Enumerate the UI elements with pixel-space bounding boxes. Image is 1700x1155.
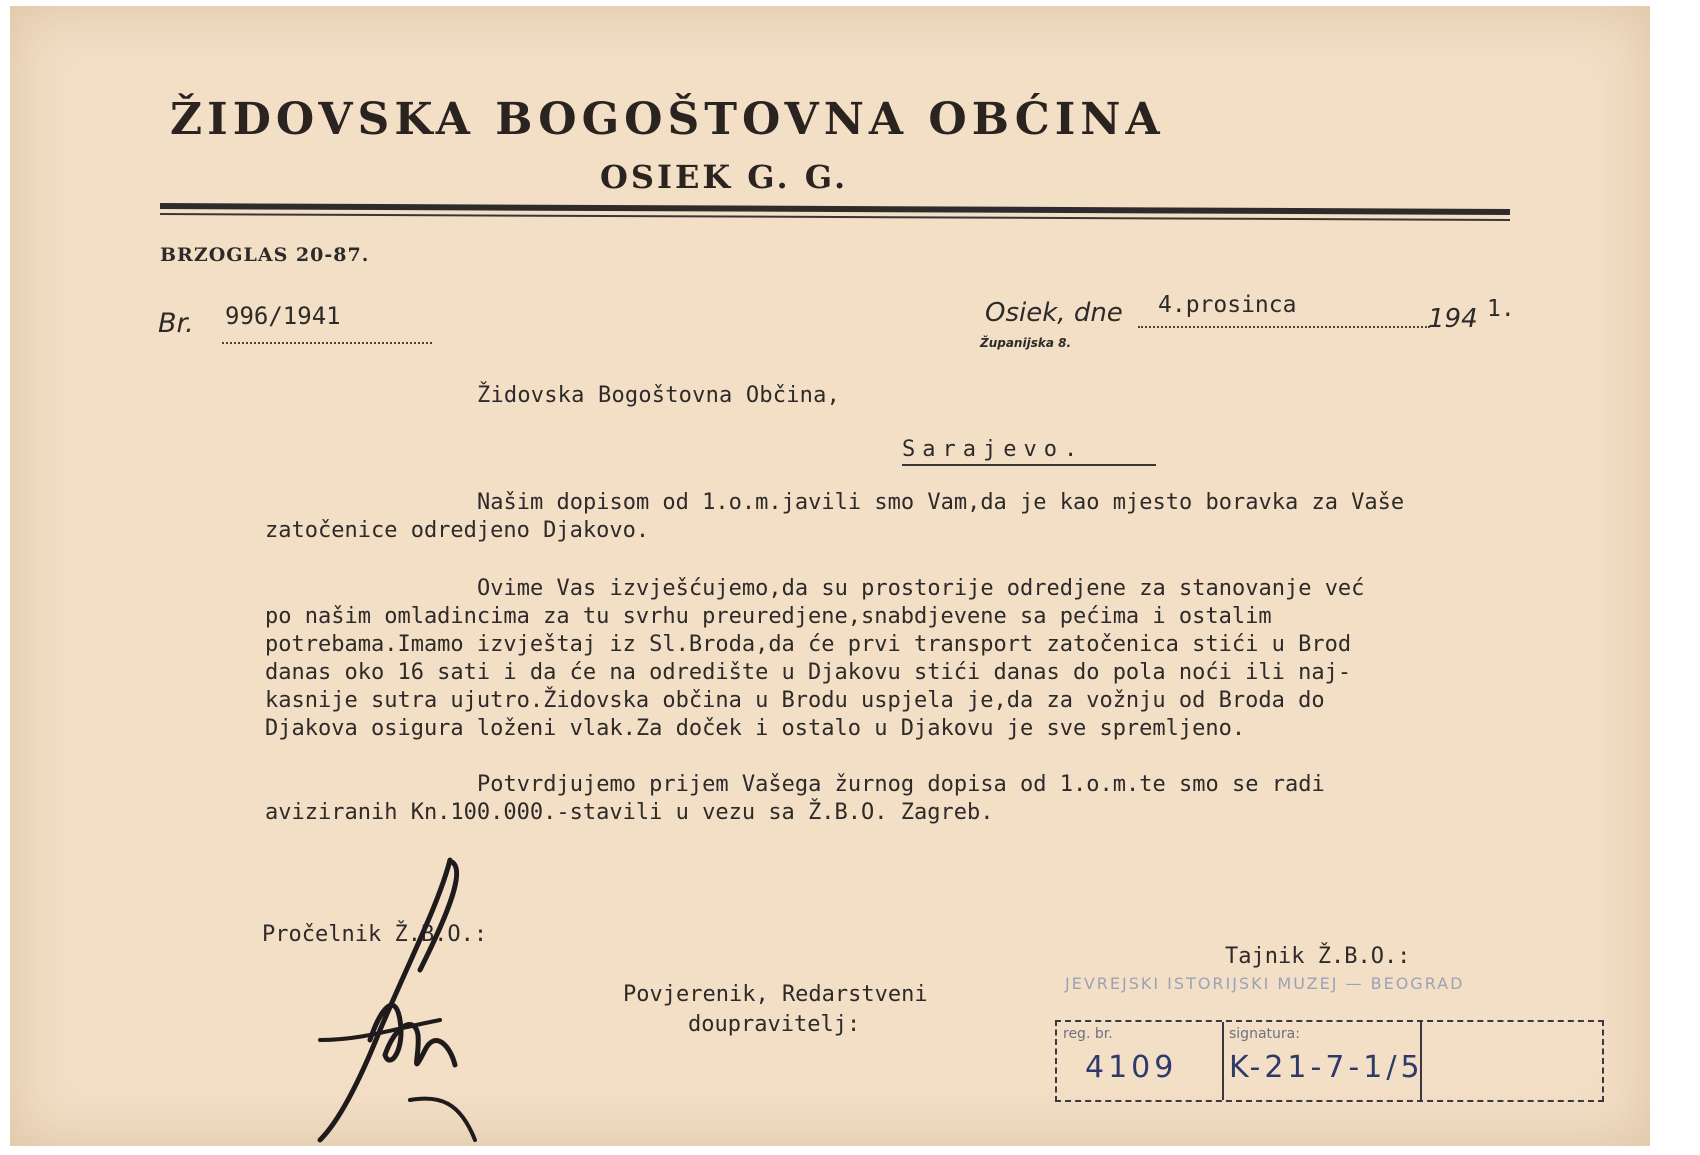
body-line: Potvrdjujemo prijem Vašega žurnog dopisa od 1.o.m.te smo se radi [477,772,1325,797]
year-prefix: 194 [1428,304,1478,334]
reference-dotted-line [222,342,432,344]
signature-secretary-label: Tajnik Ž.B.O.: [1225,944,1411,969]
body-line: Djakova osigura loženi vlak.Za doček i ostalo u Djakovu je sve spremljeno. [265,716,1246,741]
signature-commissioner-label-2: doupravitelj: [688,1012,861,1037]
body-line: aviziranih Kn.100.000.-stavili u vezu sa Ž.B.O. Zagreb. [265,800,994,825]
archive-stamp [1055,1020,1604,1102]
year-suffix: 1. [1487,296,1515,322]
archive-stamp-reg-number: 4109 [1085,1050,1178,1085]
signature-head-label: Pročelnik Ž.B.O.: [262,922,488,947]
recipient-name: Židovska Bogoštovna Občina, [477,383,841,408]
phone-number: BRZOGLAS 20-87. [160,244,370,266]
place-label: Osiek, dne [985,298,1123,328]
reference-label: Br. [158,308,194,339]
body-line: Ovime Vas izvješćujemo,da su prostorije odredjene za stanovanje već [477,576,1365,601]
reference-number: 996/1941 [225,302,341,330]
body-line: kasnije sutra ujutro.Židovska občina u Brodu uspjela je,da za vožnju od Broda do [265,688,1325,713]
body-line: danas oko 16 sati i da će na odredište u Djakovu stići danas do pola noći ili naj- [265,660,1352,685]
street-address: Županijska 8. [980,336,1072,350]
archive-stamp-signature-value: K-21-7-1/5 [1229,1050,1424,1085]
archive-stamp-reg-label: reg. br. [1063,1026,1113,1042]
archive-stamp-institution: JEVREJSKI ISTORIJSKI MUZEJ — BEOGRAD [1065,974,1465,993]
letterhead-subtitle: OSIEK G. G. [600,158,849,196]
handwritten-signature [300,840,600,1150]
body-line: po našim omladincima za tu svrhu preuredjene,snabdjevene sa pećima i ostalim [265,604,1272,629]
signature-commissioner-label: Povjerenik, Redarstveni [623,982,928,1007]
city-underline [902,464,1156,466]
body-line: potrebama.Imamo izvještaj iz Sl.Broda,da će prvi transport zatočenica stići u Brod [265,632,1352,657]
body-line: Našim dopisom od 1.o.m.javili smo Vam,da je kao mjesto boravka za Vaše [477,490,1405,515]
date-value: 4.prosinca [1158,292,1297,318]
letterhead-title: ŽIDOVSKA BOGOŠTOVNA OBĆINA [170,94,1165,145]
recipient-city: Sarajevo. [902,437,1085,462]
body-line: zatočenice odredjeno Djakovo. [265,518,650,543]
date-dotted-line [1138,326,1430,328]
archive-stamp-signature-label: signatura: [1229,1026,1300,1042]
archive-stamp-divider [1222,1022,1224,1100]
